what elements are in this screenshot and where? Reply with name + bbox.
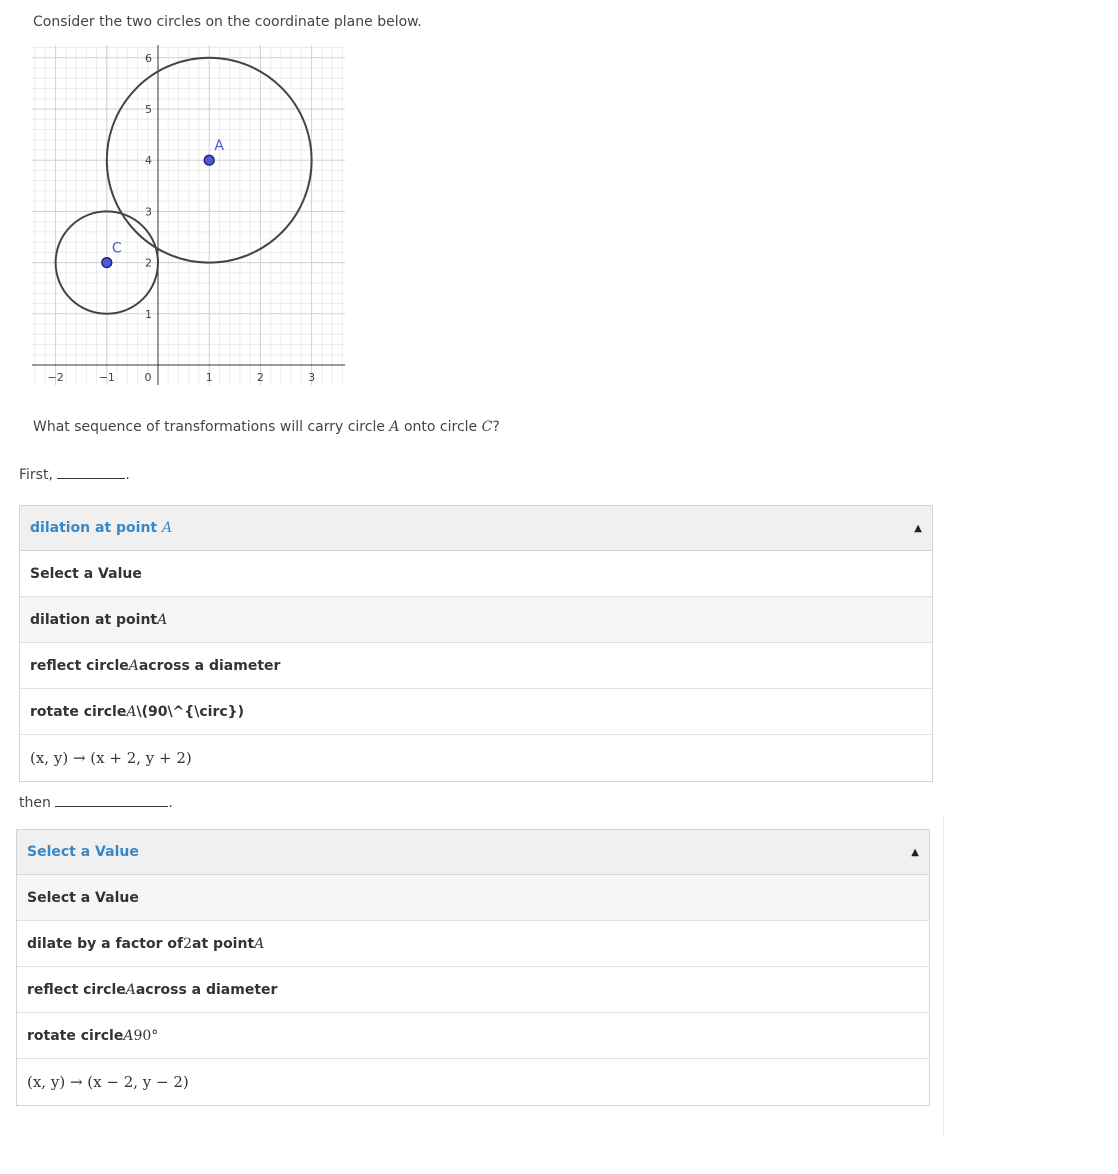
y-tick-label: 6 <box>145 51 152 65</box>
x-tick-label: 3 <box>308 371 316 384</box>
y-tick-label: 3 <box>145 205 152 219</box>
then-prompt: then . <box>19 795 173 811</box>
caret-up-icon: ▲ <box>911 846 919 858</box>
first-option-reflect[interactable]: reflect circle A across a diameter <box>20 643 932 689</box>
coordinate-plane <box>0 0 360 400</box>
first-dropdown-selected: dilation at point A <box>30 520 173 536</box>
first-dropdown-header[interactable] <box>20 506 932 551</box>
then-blank <box>55 794 168 807</box>
then-option-rotate[interactable]: rotate circle A 90° <box>17 1013 929 1059</box>
first-blank <box>57 466 125 479</box>
then-option-select-a-value[interactable]: Select a Value <box>17 875 929 921</box>
first-option-dilation[interactable]: dilation at point A <box>20 597 932 643</box>
then-option-translate[interactable]: (x, y) → (x − 2, y − 2) <box>27 1073 189 1091</box>
point-c <box>102 258 112 268</box>
then-dropdown-header[interactable] <box>17 830 929 875</box>
points <box>102 138 225 267</box>
point-label-c: C <box>111 240 122 257</box>
then-option-dilate[interactable]: dilate by a factor of 2 at point A <box>17 921 929 967</box>
first-option-select-a-value[interactable]: Select a Value <box>20 551 932 597</box>
y-tick-label: 2 <box>145 256 152 270</box>
y-tick-label: 4 <box>145 154 152 168</box>
y-tick-label: 1 <box>145 307 152 321</box>
divider <box>943 816 944 1136</box>
point-label-a: A <box>214 138 224 155</box>
x-tick-label: 1 <box>205 371 213 384</box>
x-tick-label: 0 <box>144 371 152 384</box>
question-text: What sequence of transformations will carry circle A onto circle C? <box>33 419 500 435</box>
first-dropdown[interactable] <box>19 505 933 782</box>
first-prompt: First, . <box>19 467 130 483</box>
intro-text: Consider the two circles on the coordinate plane below. <box>33 14 422 30</box>
caret-up-icon: ▲ <box>914 522 922 534</box>
x-tick-label: 2 <box>256 371 264 384</box>
circles <box>56 58 312 314</box>
first-option-rotate[interactable]: rotate circle A \(90\^{\circ}) <box>20 689 932 735</box>
x-tick-label: −1 <box>98 371 115 384</box>
first-option-translate[interactable]: (x, y) → (x + 2, y + 2) <box>30 749 192 767</box>
grid-minor <box>32 45 345 385</box>
then-option-reflect[interactable]: reflect circle A across a diameter <box>17 967 929 1013</box>
point-a <box>204 155 214 165</box>
then-dropdown-selected: Select a Value <box>27 844 139 860</box>
y-tick-label: 5 <box>145 103 152 116</box>
x-tick-label: −2 <box>47 371 64 384</box>
then-dropdown[interactable] <box>16 829 930 1106</box>
